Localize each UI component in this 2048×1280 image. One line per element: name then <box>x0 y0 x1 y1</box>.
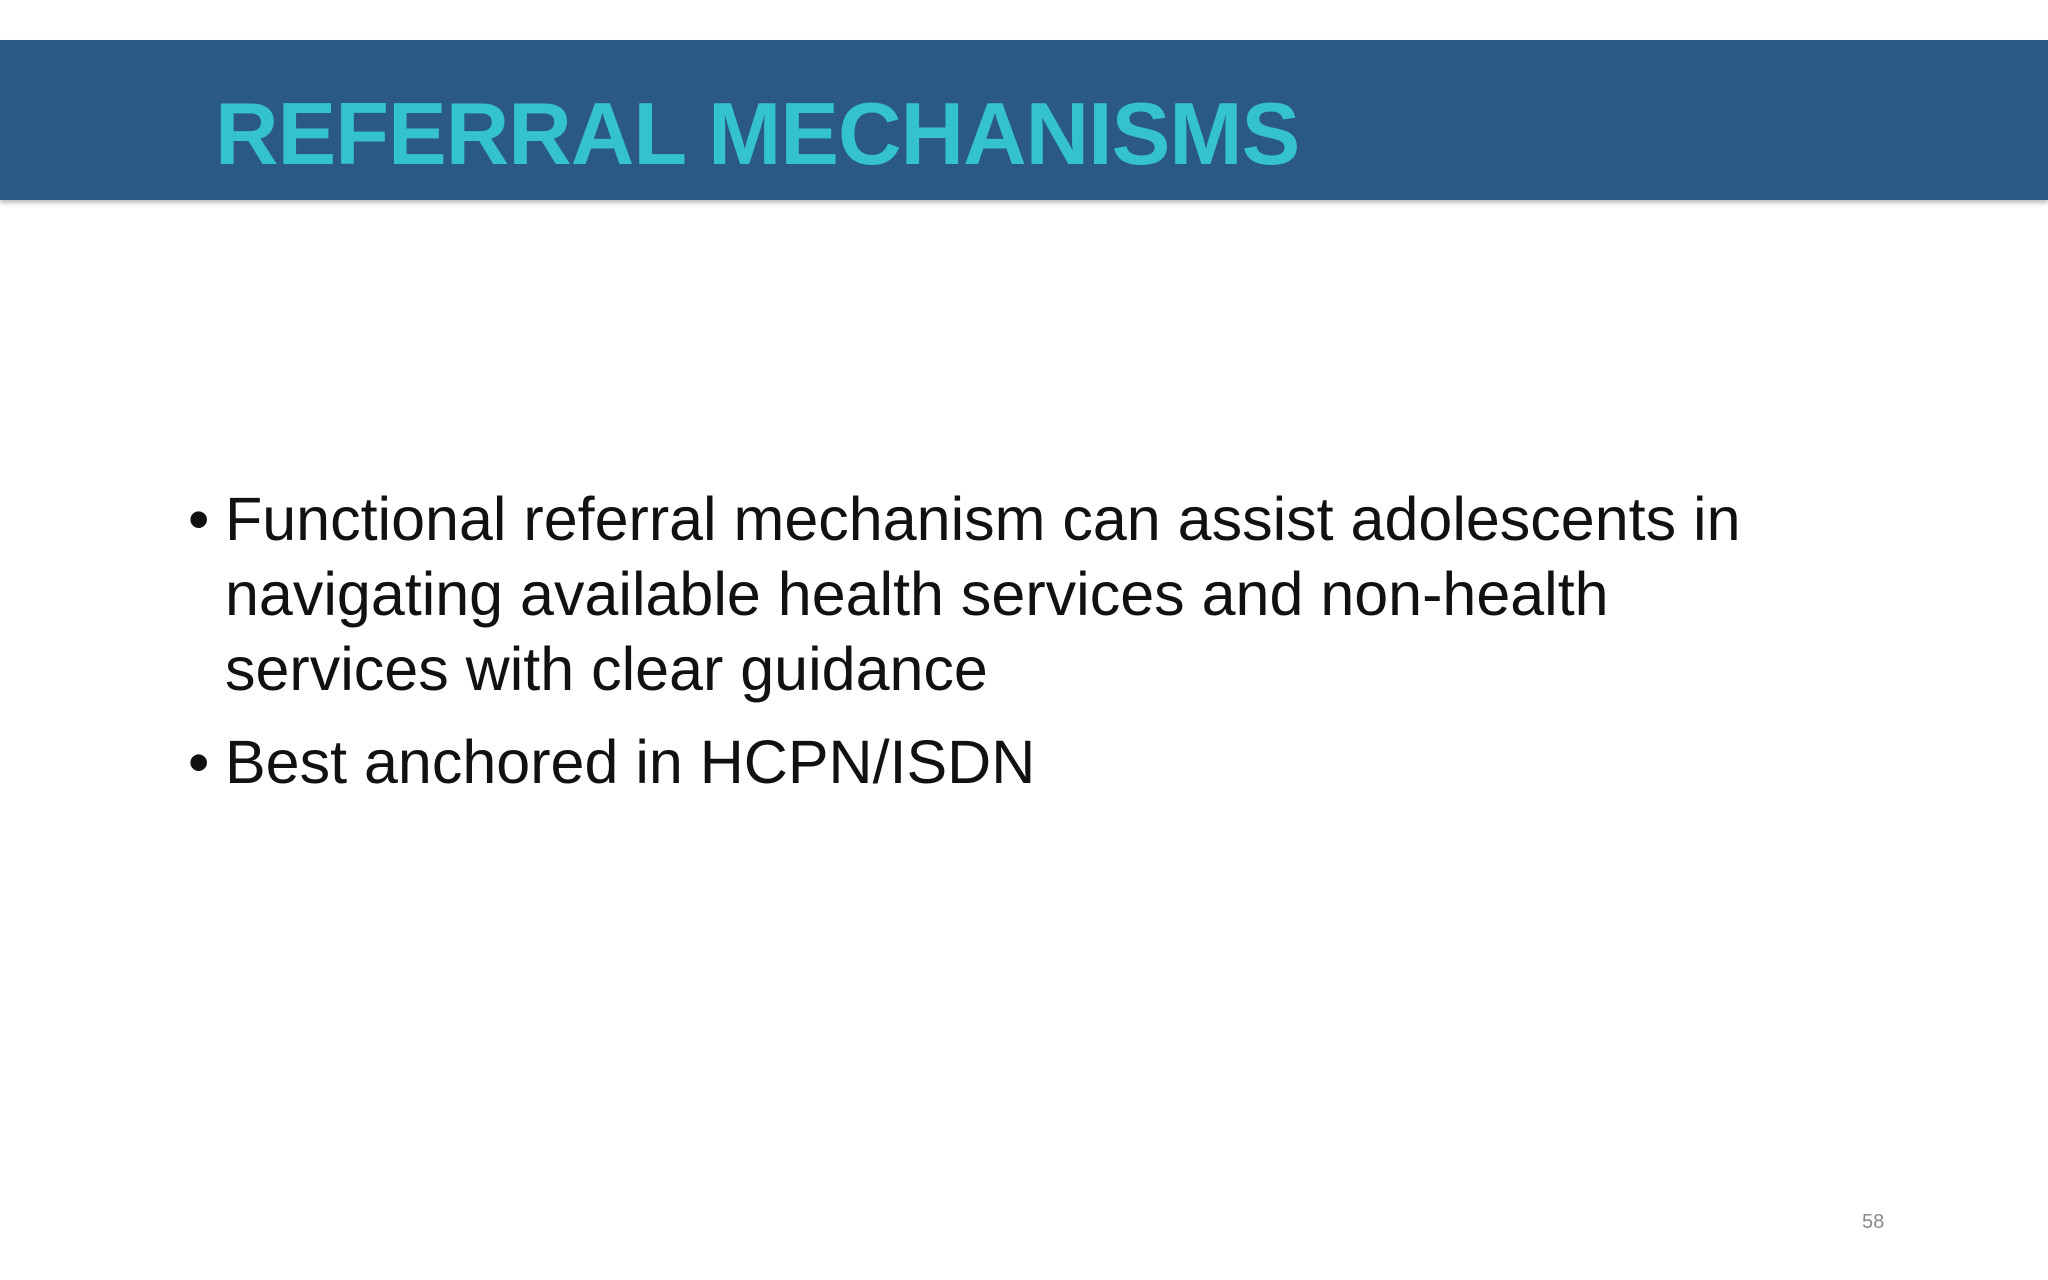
bullet-text: Functional referral mechanism can assist adolescents in navigating available health services and non-health services with clear guidance <box>225 485 1741 703</box>
bullet-item <box>188 725 1828 800</box>
bullet-list <box>188 482 1828 818</box>
bullet-text: Best anchored in HCPN/ISDN <box>225 728 1036 796</box>
bullet-dot: • <box>188 728 210 796</box>
title-bar <box>0 40 2048 200</box>
bullet-dot: • <box>188 485 210 553</box>
bullet-item <box>188 482 1828 707</box>
page-number: 58 <box>1862 1211 1885 1233</box>
slide-title: REFERRAL MECHANISMS <box>215 84 1300 183</box>
